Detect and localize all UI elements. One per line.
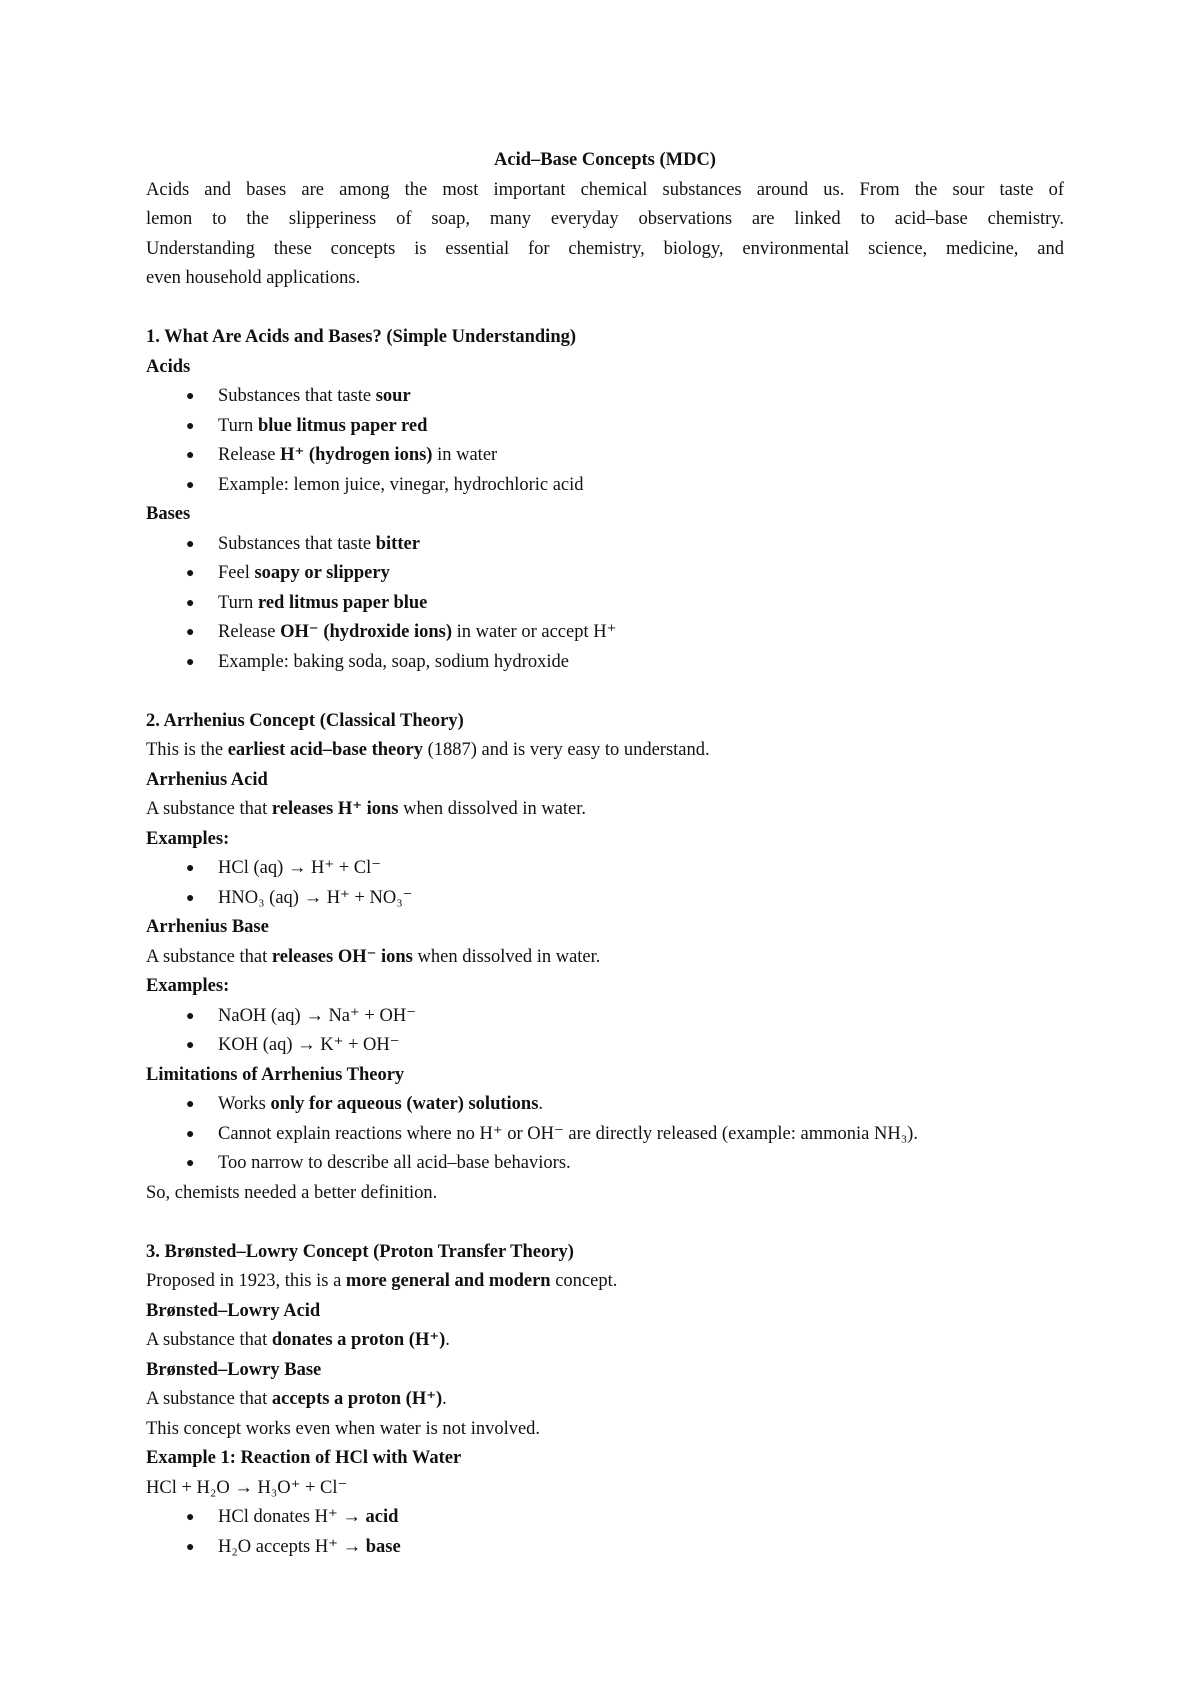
acids-list xyxy=(146,382,1064,500)
base-examples-label: Examples: xyxy=(146,976,230,996)
item-bold: only for aqueous (water) solutions xyxy=(270,1094,539,1114)
list-item xyxy=(146,854,1064,884)
spacer xyxy=(146,677,1064,707)
item-bold: red litmus paper blue xyxy=(257,592,428,613)
bullet-icon: ● xyxy=(186,1008,195,1024)
list-item xyxy=(146,1503,1064,1533)
def-bold: releases H⁺ ions xyxy=(271,799,399,819)
bases-list xyxy=(146,530,1064,678)
list-item xyxy=(146,530,1064,560)
def-text: A substance that xyxy=(146,946,272,967)
bullet-icon: ● xyxy=(186,536,195,552)
document-title: Acid–Base Concepts (MDC) xyxy=(494,150,716,170)
intro-text-after: concept. xyxy=(550,1271,618,1291)
bullet-icon: ● xyxy=(186,1539,195,1555)
bronsted-acid-label: Brønsted–Lowry Acid xyxy=(146,1300,321,1321)
example-1-label: Example 1: Reaction of HCl with Water xyxy=(146,1448,462,1468)
def-bold: accepts a proton (H⁺) xyxy=(271,1389,443,1409)
bullet-icon: ● xyxy=(186,861,195,876)
intro-line-2: lemon to the slipperiness of soap, many everyday observations are linked to acid–base chemistry. xyxy=(146,209,1064,229)
bullet-icon: ● xyxy=(186,1097,195,1112)
item-text: Substances that taste xyxy=(218,533,376,554)
bronsted-base-definition xyxy=(146,1385,1064,1415)
list-item xyxy=(146,589,1064,619)
arrhenius-base-label: Arrhenius Base xyxy=(146,917,269,937)
item-bold: bitter xyxy=(375,533,420,554)
acids-label: Acids xyxy=(146,356,191,377)
bullet-icon: ● xyxy=(186,890,195,906)
item-text: Release xyxy=(218,622,281,642)
list-item xyxy=(146,648,1064,678)
item-bold: soapy or slippery xyxy=(254,563,390,583)
item-bold: OH⁻ (hydroxide ions) xyxy=(280,622,452,642)
arrhenius-acid-definition xyxy=(146,795,1064,825)
item-text: Release xyxy=(218,445,281,465)
arrhenius-base-definition xyxy=(146,943,1064,973)
def-bold: donates a proton (H⁺) xyxy=(271,1330,446,1350)
section-3-intro xyxy=(146,1267,1064,1297)
limitations-list xyxy=(146,1090,1064,1179)
spacer xyxy=(146,294,1064,324)
intro-text-after: (1887) and is very easy to understand. xyxy=(422,740,710,760)
intro-text: This is the xyxy=(146,740,228,760)
def-text-after: . xyxy=(442,1389,447,1409)
bullet-icon: ● xyxy=(186,566,195,581)
item-text: Works xyxy=(218,1094,271,1114)
example-1-list xyxy=(146,1503,1064,1562)
example-1-equation: HCl + H₂O → H₃O⁺ + Cl⁻ xyxy=(146,1477,348,1498)
def-text-after: when dissolved in water. xyxy=(412,946,601,967)
document-content xyxy=(146,146,1064,1562)
item-text: H₂O accepts H⁺ → xyxy=(218,1536,366,1557)
def-bold: releases OH⁻ ions xyxy=(271,946,413,967)
section-2-conclusion: So, chemists needed a better definition. xyxy=(146,1182,438,1203)
acid-examples-list xyxy=(146,854,1064,913)
item-bold: sour xyxy=(375,386,411,406)
base-examples-list xyxy=(146,1002,1064,1061)
intro-bold: earliest acid–base theory xyxy=(227,740,423,760)
bullet-icon: ● xyxy=(186,448,195,463)
def-text-after: . xyxy=(445,1330,450,1350)
list-item xyxy=(146,1031,1064,1061)
item-bold: blue litmus paper red xyxy=(257,415,428,436)
def-text: A substance that xyxy=(146,799,272,819)
section-2-heading: 2. Arrhenius Concept (Classical Theory) xyxy=(146,710,464,731)
item-text: Cannot explain reactions where no H⁺ or OH⁻ are directly released (example: ammonia NH₃). xyxy=(218,1123,918,1144)
item-bold: H⁺ (hydrogen ions) xyxy=(280,445,433,465)
bronsted-base-label: Brønsted–Lowry Base xyxy=(146,1359,322,1380)
bullet-icon: ● xyxy=(186,389,195,404)
intro-bold: more general and modern xyxy=(345,1271,551,1291)
list-item xyxy=(146,884,1064,914)
list-item xyxy=(146,618,1064,648)
item-text: HCl donates H⁺ → xyxy=(218,1507,366,1527)
list-item xyxy=(146,559,1064,589)
def-text-after: when dissolved in water. xyxy=(398,799,587,819)
list-item xyxy=(146,412,1064,442)
equation: HNO₃ (aq) → H⁺ + NO₃⁻ xyxy=(218,887,413,908)
bullet-icon: ● xyxy=(186,1156,195,1171)
bullet-icon: ● xyxy=(186,1510,195,1525)
item-bold: acid xyxy=(365,1507,399,1527)
item-text-after: in water or accept H⁺ xyxy=(452,622,617,642)
bullet-icon: ● xyxy=(186,654,195,670)
list-item xyxy=(146,382,1064,412)
def-text: A substance that xyxy=(146,1330,272,1350)
list-item xyxy=(146,1120,1064,1150)
item-text: Feel xyxy=(218,563,255,583)
intro-text: Proposed in 1923, this is a xyxy=(146,1271,346,1291)
bullet-icon: ● xyxy=(186,1126,195,1142)
intro-line-3: Understanding these concepts is essential for chemistry, biology, environmental science, medicine, and xyxy=(146,238,1064,259)
item-text: Too narrow to describe all acid–base behaviors. xyxy=(218,1153,571,1173)
def-text: A substance that xyxy=(146,1389,272,1409)
equation: KOH (aq) → K⁺ + OH⁻ xyxy=(218,1035,400,1055)
item-text: Example: baking soda, soap, sodium hydroxide xyxy=(218,651,569,672)
spacer xyxy=(146,1208,1064,1238)
item-text: Example: lemon juice, vinegar, hydrochloric acid xyxy=(218,474,584,495)
list-item xyxy=(146,1149,1064,1179)
bases-label: Bases xyxy=(146,504,191,524)
item-bold: base xyxy=(365,1536,401,1557)
section-1-heading: 1. What Are Acids and Bases? (Simple Understanding) xyxy=(146,327,577,347)
item-text-after: in water xyxy=(432,445,498,465)
list-item xyxy=(146,441,1064,471)
list-item xyxy=(146,1002,1064,1032)
list-item xyxy=(146,471,1064,501)
item-text-after: . xyxy=(538,1094,544,1114)
bullet-icon: ● xyxy=(186,418,195,434)
limitations-label: Limitations of Arrhenius Theory xyxy=(146,1064,405,1085)
item-text: Substances that taste xyxy=(218,386,376,406)
list-item xyxy=(146,1533,1064,1563)
section-3-note: This concept works even when water is not involved. xyxy=(146,1418,541,1439)
equation: HCl (aq) → H⁺ + Cl⁻ xyxy=(218,858,382,878)
section-2-intro xyxy=(146,736,1064,766)
bullet-icon: ● xyxy=(186,477,195,493)
intro-line-4: even household applications. xyxy=(146,268,361,288)
equation: NaOH (aq) → Na⁺ + OH⁻ xyxy=(218,1005,416,1026)
arrhenius-acid-label: Arrhenius Acid xyxy=(146,769,268,790)
acid-examples-label: Examples: xyxy=(146,828,230,849)
item-text: Turn xyxy=(218,415,258,436)
intro-line-1: Acids and bases are among the most important chemical substances around us. From the sour taste of xyxy=(146,179,1064,200)
section-3-heading: 3. Brønsted–Lowry Concept (Proton Transfer Theory) xyxy=(146,1241,574,1262)
list-item xyxy=(146,1090,1064,1120)
bronsted-acid-definition xyxy=(146,1326,1064,1356)
bullet-icon: ● xyxy=(186,1038,195,1053)
bullet-icon: ● xyxy=(186,625,195,640)
bullet-icon: ● xyxy=(186,595,195,611)
item-text: Turn xyxy=(218,592,258,613)
